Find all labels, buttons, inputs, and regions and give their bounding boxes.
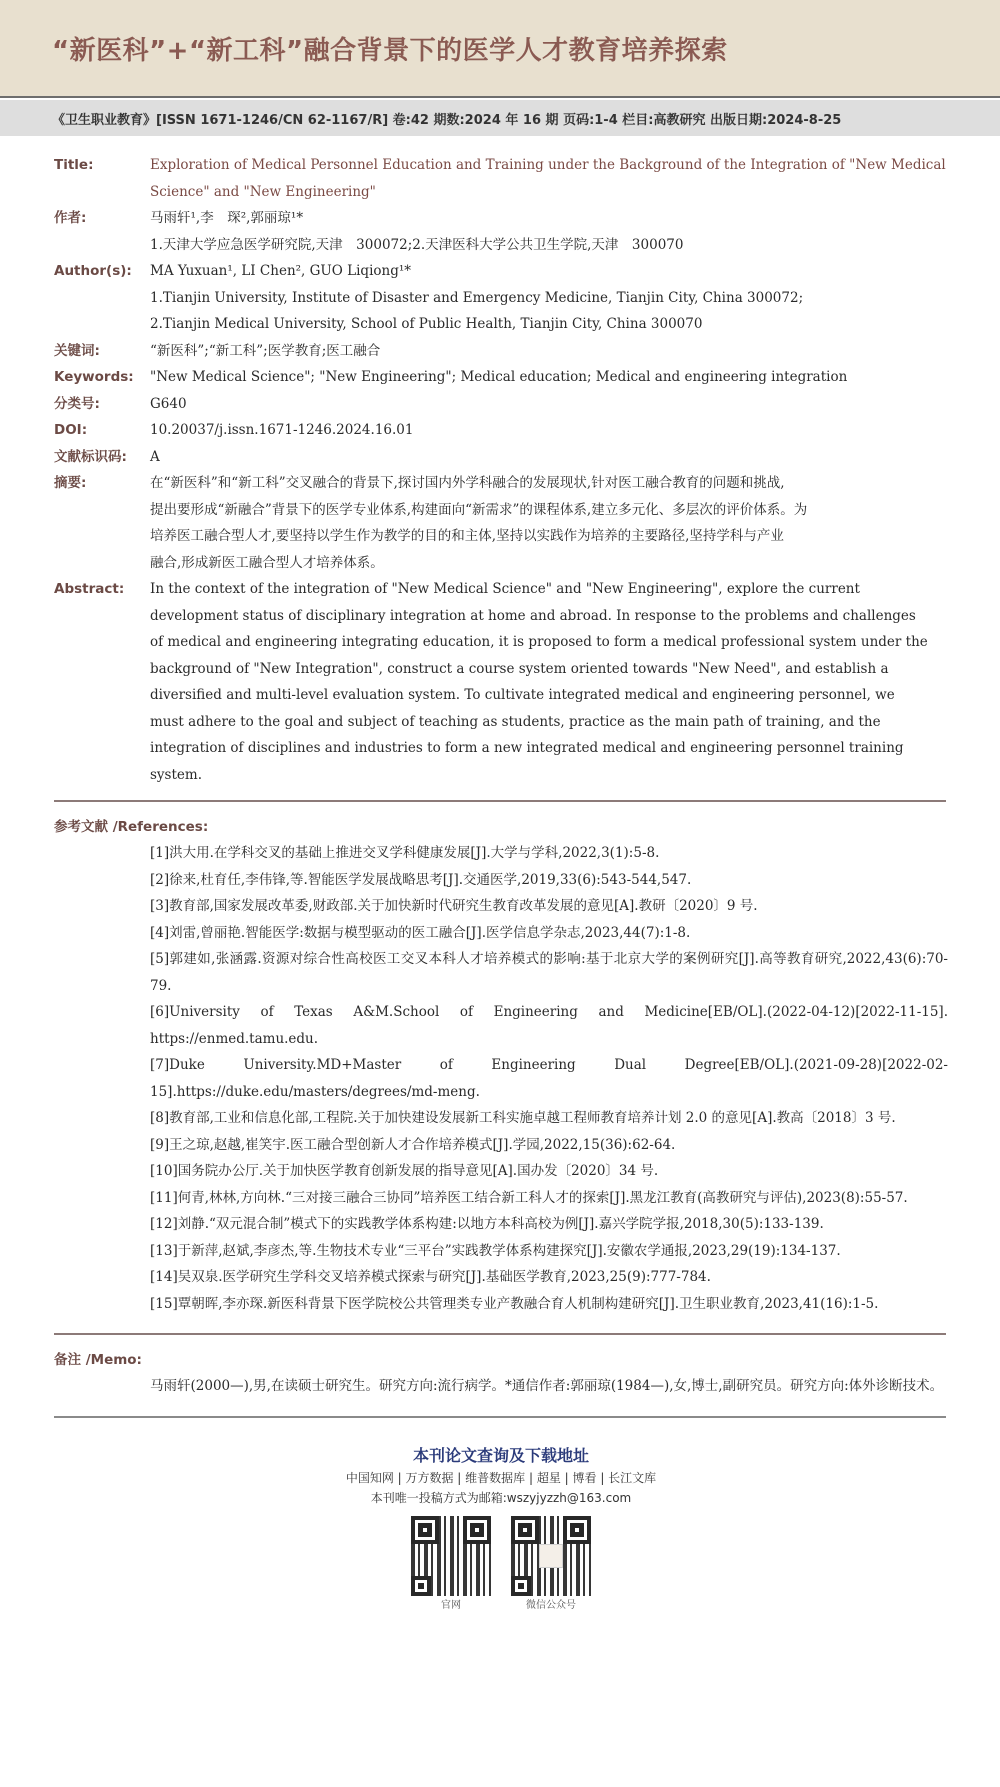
reference-item: [3]教育部,国家发展改革委,财政部.关于加快新时代研究生教育改革发展的意见[A].教研〔2020〕9 号. bbox=[150, 898, 758, 914]
reference-item: [13]于新萍,赵斌,李彦杰,等.生物技术专业“三平台”实践教学体系构建探究[J].安徽农学通报,2023,29(19):134-137. bbox=[150, 1242, 841, 1259]
reference-item: [8]教育部,工业和信息化部,工程院.关于加快建设发展新工科实施卓越工程师教育培养计划 2.0 的意见[A].教高〔2018〕3 号. bbox=[150, 1110, 896, 1126]
field-label: 作者: bbox=[54, 210, 87, 226]
abstract-en-line: diversified and multi-level evaluation system. To cultivate integrated medical and engineering personnel, we bbox=[150, 687, 895, 703]
field-doc-code bbox=[54, 444, 948, 471]
references-heading: 参考文献 /References: bbox=[54, 819, 209, 835]
footer-databases: 中国知网 | 万方数据 | 维普数据库 | 超星 | 博看 | 长江文库 bbox=[345, 1471, 657, 1485]
qr-label: 官网 bbox=[441, 1600, 461, 1611]
field-label: DOI: bbox=[54, 422, 88, 438]
field-label: 分类号: bbox=[54, 395, 100, 412]
section-divider bbox=[54, 1333, 946, 1335]
abstract-en-line: system. bbox=[150, 766, 202, 783]
keywords-cn-value: “新医科”;“新工科”;医学教育;医工融合 bbox=[150, 342, 381, 359]
abstract-en-line: must adhere to the goal and subject of teaching as students, practice as the main path of training, and the bbox=[150, 713, 881, 730]
qr-official-site[interactable] bbox=[409, 1516, 493, 1614]
qr-codes bbox=[54, 1516, 948, 1614]
field-doi bbox=[54, 417, 948, 444]
qr-code-icon bbox=[511, 1516, 591, 1596]
english-title bbox=[150, 152, 948, 205]
authors-cn-block bbox=[150, 205, 948, 258]
field-label: Abstract: bbox=[54, 581, 125, 597]
reference-item: [4]刘雷,曾丽艳.智能医学:数据与模型驱动的医工融合[J].医学信息学杂志,2023,44(7):1-8. bbox=[150, 924, 691, 941]
authors-en-names: MA Yuxuan¹, LI Chen², GUO Liqiong¹* bbox=[150, 263, 412, 279]
field-abstract-cn bbox=[54, 470, 948, 576]
authors-en-block bbox=[150, 258, 948, 338]
field-abstract-en bbox=[54, 576, 948, 788]
memo-text: 马雨轩(2000—),男,在读硕士研究生。研究方向:流行病学。*通信作者:郭丽琼(1984—),女,博士,副研究员。研究方向:体外诊断技术。 bbox=[150, 1378, 944, 1394]
authors-en-affiliation: 2.Tianjin Medical University, School of Public Health, Tianjin City, China 300070 bbox=[150, 316, 703, 332]
references-list bbox=[54, 840, 948, 1317]
abstract-en bbox=[150, 576, 948, 788]
journal-logo-icon bbox=[539, 1544, 563, 1568]
reference-item: [6]University of Texas A&M.School of Engineering and Medicine[EB/OL].(2022-04-12)[2022-11-15]. https://enmed.tamu.edu. bbox=[150, 1004, 948, 1047]
authors-cn-affiliation: 1.天津大学应急医学研究院,天津 300072;2.天津医科大学公共卫生学院,天津 300070 bbox=[150, 236, 684, 253]
reference-item: [9]王之琼,赵越,崔笑宇.医工融合型创新人才合作培养模式[J].学园,2022,15(36):62-64. bbox=[150, 1136, 676, 1153]
doc-code-value: A bbox=[150, 448, 160, 465]
field-keywords-cn bbox=[54, 338, 948, 365]
journal-meta-bar bbox=[0, 100, 1000, 136]
footer-title: 本刊论文查询及下载地址 bbox=[412, 1446, 589, 1465]
field-label: Title: bbox=[54, 157, 94, 173]
abstract-en-line: In the context of the integration of "New Medical Science" and "New Engineering", explore the current bbox=[150, 581, 860, 597]
authors-cn-names: 马雨轩¹,李 琛²,郭丽琼¹* bbox=[150, 210, 304, 226]
section-divider bbox=[54, 1416, 946, 1418]
reference-item: [10]国务院办公厅.关于加快医学教育创新发展的指导意见[A].国办发〔2020〕34 号. bbox=[150, 1163, 659, 1179]
field-label: 文献标识码: bbox=[54, 448, 127, 465]
classification-value: G640 bbox=[150, 395, 187, 412]
title-band bbox=[0, 0, 1000, 96]
english-title-line: Exploration of Medical Personnel Education and Training under the Background of the Integration of "New Medical bbox=[150, 157, 946, 173]
qr-wechat[interactable] bbox=[509, 1516, 593, 1614]
field-label: 摘要: bbox=[54, 475, 87, 491]
doi-value[interactable]: 10.20037/j.issn.1671-1246.2024.16.01 bbox=[150, 422, 414, 438]
reference-item: [1]洪大用.在学科交叉的基础上推进交叉学科健康发展[J].大学与学科,2022,3(1):5-8. bbox=[150, 845, 660, 861]
reference-item: [5]郭建如,张涵露.资源对综合性高校医工交叉本科人才培养模式的影响:基于北京大学的案例研究[J].高等教育研究,2022,43(6):70-79. bbox=[150, 951, 948, 994]
abstract-en-line: integration of disciplines and industries to form a new integrated medical and engineering personnel training bbox=[150, 740, 904, 756]
abstract-cn-line: 培养医工融合型人才,要坚持以学生作为教学的目的和主体,坚持以实践作为培养的主要路径,坚持学科与产业 bbox=[150, 528, 784, 544]
reference-item: [12]刘静.“双元混合制”模式下的实践教学体系构建:以地方本科高校为例[J].嘉兴学院学报,2018,30(5):133-139. bbox=[150, 1216, 824, 1232]
abstract-en-line: of medical and engineering integrating education, it is proposed to form a medical professional system under the bbox=[150, 634, 928, 650]
footer-submission-email: 本刊唯一投稿方式为邮箱:wszyjyzzh@163.com bbox=[370, 1491, 632, 1505]
reference-item: [7]Duke University.MD+Master of Engineering Dual Degree[EB/OL].(2021-09-28)[2022-02-15].https://duke.edu/masters/degrees/md-meng. bbox=[150, 1057, 948, 1100]
field-authors-cn bbox=[54, 205, 948, 258]
abstract-cn-line: 在“新医科”和“新工科”交叉融合的背景下,探讨国内外学科融合的发展现状,针对医工融合教育的问题和挑战, bbox=[150, 475, 785, 491]
abstract-cn-line: 融合,形成新医工融合型人才培养体系。 bbox=[150, 554, 384, 571]
footer bbox=[54, 1430, 948, 1614]
reference-item: [15]覃朝晖,李亦琛.新医科背景下医学院校公共管理类专业产教融合育人机制构建研究[J].卫生职业教育,2023,41(16):1-5. bbox=[150, 1295, 879, 1312]
field-classification bbox=[54, 391, 948, 418]
abstract-cn bbox=[150, 470, 948, 576]
section-divider bbox=[54, 800, 946, 802]
field-keywords-en bbox=[54, 364, 948, 391]
keywords-en-value: "New Medical Science"; "New Engineering"; Medical education; Medical and engineering integration bbox=[150, 369, 848, 385]
field-label: Author(s): bbox=[54, 263, 132, 279]
qr-label: 微信公众号 bbox=[526, 1600, 576, 1611]
field-label: Keywords: bbox=[54, 369, 134, 385]
reference-item: [11]何青,林林,方向林.“三对接三融合三协同”培养医工结合新工科人才的探索[J].黑龙江教育(高教研究与评估),2023(8):55-57. bbox=[150, 1189, 908, 1206]
reference-item: [2]徐来,杜育任,李伟锋,等.智能医学发展战略思考[J].交通医学,2019,33(6):543-544,547. bbox=[150, 871, 692, 888]
field-label: 关键词: bbox=[54, 342, 100, 359]
abstract-cn-line: 提出要形成“新融合”背景下的医学专业体系,构建面向“新需求”的课程体系,建立多元化、多层次的评价体系。为 bbox=[150, 501, 808, 518]
authors-en-affiliation: 1.Tianjin University, Institute of Disaster and Emergency Medicine, Tianjin City, China 300072; bbox=[150, 289, 804, 306]
reference-item: [14]吴双泉.医学研究生学科交叉培养模式探索与研究[J].基础医学教育,2023,25(9):777-784. bbox=[150, 1269, 711, 1285]
page-title: “新医科”+“新工科”融合背景下的医学人才教育培养探索 bbox=[52, 35, 728, 66]
abstract-en-line: background of "New Integration", construct a course system oriented towards "New Need", and establish a bbox=[150, 660, 889, 677]
qr-code-icon bbox=[411, 1516, 491, 1596]
journal-meta-text: 《卫生职业教育》[ISSN 1671-1246/CN 62-1167/R] 卷:42 期数:2024 年 16 期 页码:1-4 栏目:高教研究 出版日期:2024-8-25 bbox=[52, 112, 842, 128]
memo-heading: 备注 /Memo: bbox=[54, 1352, 142, 1368]
field-authors-en bbox=[54, 258, 948, 338]
field-title bbox=[54, 152, 948, 205]
article-content bbox=[0, 136, 1000, 1614]
abstract-en-line: development status of disciplinary integration at home and abroad. In response to the problems and challenges bbox=[150, 607, 916, 624]
english-title-line: Science" and "New Engineering" bbox=[150, 183, 376, 200]
